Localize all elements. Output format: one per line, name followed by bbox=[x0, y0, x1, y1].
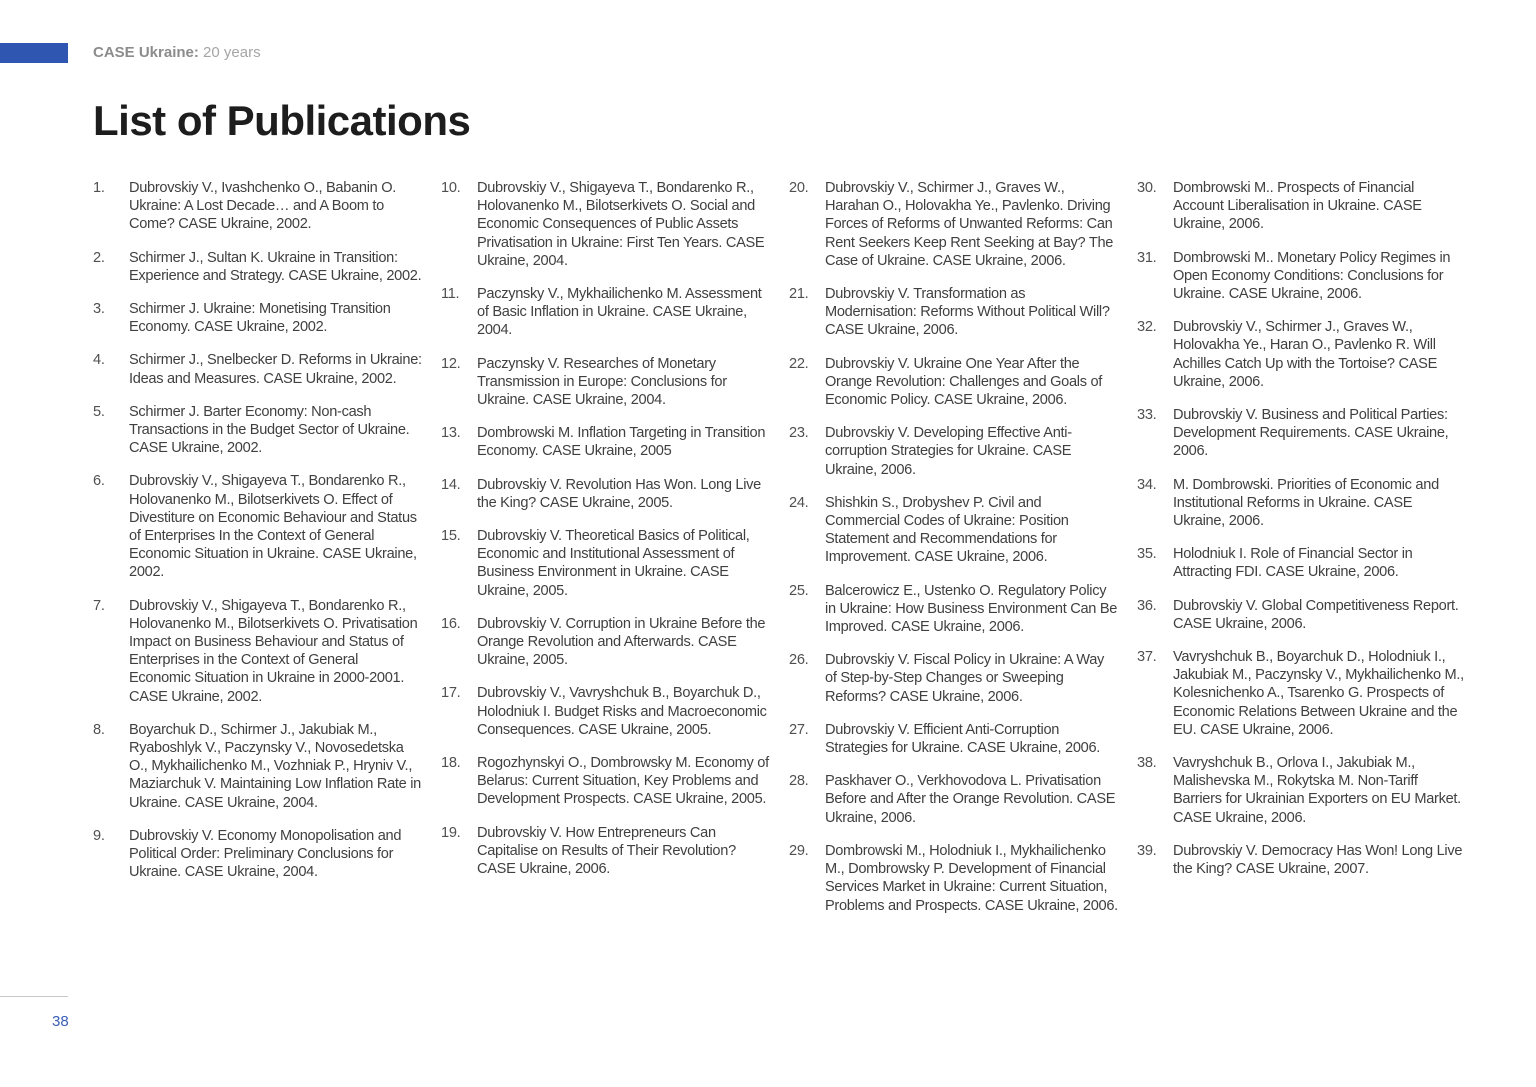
publication-citation: Dubrovskiy V. Democracy Has Won! Long Live the King? CASE Ukraine, 2007. bbox=[1173, 842, 1463, 878]
publication-number: 30. bbox=[1137, 180, 1157, 196]
publication-item bbox=[441, 179, 771, 270]
publication-number: 20. bbox=[789, 180, 809, 196]
publication-number: 3. bbox=[93, 301, 105, 318]
publication-item bbox=[1137, 597, 1467, 633]
publication-citation: Dubrovskiy V. How Entrepreneurs Can Capitalise on Results of Their Revolution? CASE Ukraine, 2006. bbox=[477, 824, 736, 878]
header-subtitle: 20 years bbox=[203, 44, 261, 61]
publication-citation: Dubrovskiy V., Schirmer J., Graves W., Holovakha Ye., Haran O., Pavlenko R. Will Achilles Catch Up with the Tortoise? CASE Ukraine, 2006. bbox=[1173, 319, 1438, 390]
publication-citation: Dombrowski M., Holodniuk I., Mykhailichenko M., Dombrowsky P. Development of Financial Services Market in Ukraine: Current Situation, Problems and Prospects. CASE Ukraine, 2006. bbox=[825, 842, 1118, 914]
footer-divider bbox=[0, 996, 68, 997]
publication-item bbox=[789, 842, 1119, 915]
publication-item bbox=[93, 721, 423, 812]
publication-number: 25. bbox=[789, 582, 809, 599]
publication-item bbox=[93, 472, 423, 581]
publication-item bbox=[1137, 842, 1467, 878]
publication-item bbox=[441, 615, 771, 670]
publication-item bbox=[789, 651, 1119, 706]
publication-item bbox=[441, 754, 771, 809]
publication-citation: Dubrovskiy V. Transformation as Modernisation: Reforms Without Political Will? CASE Ukraine, 2006. bbox=[825, 286, 1110, 339]
publication-citation: Paskhaver O., Verkhovodova L. Privatisation Before and After the Orange Revolution. CASE Ukraine, 2006. bbox=[825, 773, 1116, 826]
page-title: List of Publications bbox=[93, 97, 471, 144]
publication-item bbox=[1137, 406, 1467, 461]
publication-item bbox=[1137, 476, 1467, 531]
publication-citation: Shishkin S., Drobyshev P. Civil and Commercial Codes of Ukraine: Position Statement and Recommendations for Improvement. CASE Ukraine, 2006. bbox=[825, 494, 1069, 566]
publication-number: 1. bbox=[93, 180, 105, 196]
publication-citation: Dubrovskiy V. Theoretical Basics of Political, Economic and Institutional Assessment of Business Environment in Ukraine. CASE Ukraine, 2005. bbox=[477, 528, 750, 599]
publication-number: 6. bbox=[93, 473, 105, 490]
publication-number: 7. bbox=[93, 597, 105, 614]
publication-citation: Vavryshchuk B., Orlova I., Jakubiak M., Malishevska M., Rokytska M. Non-Tariff Barriers for Ukrainian Exporters on EU Market. CASE Ukraine, 2006. bbox=[1173, 755, 1461, 826]
publication-citation: Dubrovskiy V. Corruption in Ukraine Before the Orange Revolution and Afterwards. CASE Ukraine, 2005. bbox=[477, 615, 766, 669]
publication-item bbox=[789, 772, 1119, 827]
publication-number: 10. bbox=[441, 180, 461, 196]
publication-item bbox=[93, 249, 423, 285]
publication-number: 16. bbox=[441, 615, 461, 632]
publication-number: 15. bbox=[441, 528, 461, 545]
publication-citation: Balcerowicz E., Ustenko O. Regulatory Policy in Ukraine: How Business Environment Can Be Improved. CASE Ukraine, 2006. bbox=[825, 582, 1118, 636]
publication-citation: Dubrovskiy V. Revolution Has Won. Long Live the King? CASE Ukraine, 2005. bbox=[477, 476, 761, 511]
publication-number: 38. bbox=[1137, 755, 1157, 772]
publication-citation: Dubrovskiy V., Shigayeva T., Bondarenko R., Holovanenko M., Bilotserkivets O. Social and Economic Consequences of Public Assets Privatisation in Ukraine: First Ten Years. CASE Ukraine, 2004. bbox=[477, 180, 765, 269]
publication-citation: Holodniuk I. Role of Financial Sector in Attracting FDI. CASE Ukraine, 2006. bbox=[1173, 546, 1413, 581]
publication-number: 12. bbox=[441, 355, 461, 372]
publication-number: 22. bbox=[789, 355, 809, 372]
publication-number: 8. bbox=[93, 721, 105, 738]
header-accent-bar bbox=[0, 43, 68, 63]
publication-citation: Rogozhynskyi O., Dombrowsky M. Economy of Belarus: Current Situation, Key Problems and Development Prospects. CASE Ukraine, 2005. bbox=[477, 755, 769, 808]
publications-column-2 bbox=[441, 179, 771, 893]
publication-number: 21. bbox=[789, 286, 809, 303]
publications-column-1 bbox=[93, 179, 423, 897]
publication-citation: Paczynsky V., Mykhailichenko M. Assessment of Basic Inflation in Ukraine. CASE Ukraine, 2004. bbox=[477, 286, 762, 339]
publication-item bbox=[789, 355, 1119, 410]
publication-item bbox=[1137, 648, 1467, 739]
publication-citation: Dubrovskiy V. Global Competitiveness Report. CASE Ukraine, 2006. bbox=[1173, 597, 1459, 632]
publication-item bbox=[789, 424, 1119, 479]
publication-item bbox=[93, 403, 423, 458]
publication-number: 34. bbox=[1137, 476, 1157, 493]
publication-item bbox=[789, 285, 1119, 340]
publication-item bbox=[441, 824, 771, 879]
publication-citation: Dombrowski M.. Monetary Policy Regimes in Open Economy Conditions: Conclusions for Ukraine. CASE Ukraine, 2006. bbox=[1173, 249, 1451, 303]
publication-item bbox=[789, 179, 1119, 270]
publication-item bbox=[1137, 545, 1467, 581]
publication-item bbox=[93, 597, 423, 706]
publication-citation: Dubrovskiy V. Business and Political Parties: Development Requirements. CASE Ukraine, 2006. bbox=[1173, 407, 1449, 460]
publication-citation: Dubrovskiy V. Ukraine One Year After the Orange Revolution: Challenges and Goals of Economic Policy. CASE Ukraine, 2006. bbox=[825, 355, 1103, 409]
publication-citation: Boyarchuk D., Schirmer J., Jakubiak M., Ryaboshlyk V., Paczynsky V., Novosedetska O., Mykhailichenko M., Vozhniak P., Hryniv V., Maziarchuk V. Maintaining Low Inflation Rate in Ukraine. CASE Ukraine, 2004. bbox=[129, 721, 421, 811]
publication-number: 11. bbox=[441, 286, 460, 303]
publication-number: 24. bbox=[789, 494, 809, 511]
publication-number: 39. bbox=[1137, 842, 1157, 859]
publication-item bbox=[789, 494, 1119, 567]
publication-number: 5. bbox=[93, 403, 105, 420]
publication-item bbox=[441, 424, 771, 460]
publication-citation: Dubrovskiy V., Schirmer J., Graves W., Harahan O., Holovakha Ye., Pavlenko. Driving Forces of Reforms of Unwanted Reforms: Can Rent Seekers Keep Rent Seeking at Bay? The Case of Ukraine. CASE Ukraine, 2006. bbox=[825, 180, 1114, 269]
publication-number: 29. bbox=[789, 842, 809, 859]
publication-item bbox=[441, 476, 771, 512]
publication-citation: Schirmer J. Barter Economy: Non-cash Transactions in the Budget Sector of Ukraine. CASE Ukraine, 2002. bbox=[129, 403, 410, 457]
publication-number: 37. bbox=[1137, 649, 1157, 666]
publication-citation: Dubrovskiy V., Shigayeva T., Bondarenko R., Holovanenko M., Bilotserkivets O. Effect of Divestiture on Economic Behaviour and Status of Enterprises In the Context of General Economic Situation in Ukraine. CASE Ukraine, 2002. bbox=[129, 473, 417, 581]
publication-number: 33. bbox=[1137, 407, 1157, 424]
publication-item bbox=[1137, 754, 1467, 827]
publication-item bbox=[789, 721, 1119, 757]
publication-number: 31. bbox=[1137, 249, 1157, 266]
publication-number: 14. bbox=[441, 476, 461, 493]
publication-citation: Dombrowski M. Inflation Targeting in Transition Economy. CASE Ukraine, 2005 bbox=[477, 425, 766, 460]
publication-number: 9. bbox=[93, 827, 105, 844]
publication-number: 26. bbox=[789, 652, 809, 669]
publication-item bbox=[441, 285, 771, 340]
publication-number: 28. bbox=[789, 773, 809, 790]
publication-number: 19. bbox=[441, 824, 461, 841]
publication-number: 23. bbox=[789, 425, 809, 442]
publication-citation: Dubrovskiy V., Shigayeva T., Bondarenko R., Holovanenko M., Bilotserkivets O. Privatisation Impact on Business Behaviour and Status of Enterprises in the Context of General Economic Situation in Ukraine in 2000-2001. CASE Ukraine, 2002. bbox=[129, 597, 418, 705]
publication-number: 13. bbox=[441, 425, 461, 442]
publication-item bbox=[1137, 249, 1467, 304]
publication-citation: Dubrovskiy V. Economy Monopolisation and Political Order: Preliminary Conclusions for Ukraine. CASE Ukraine, 2004. bbox=[129, 827, 402, 881]
publication-item bbox=[93, 179, 423, 234]
publication-citation: Schirmer J. Ukraine: Monetising Transition Economy. CASE Ukraine, 2002. bbox=[129, 301, 391, 336]
running-header bbox=[93, 44, 261, 62]
publication-citation: Dubrovskiy V. Efficient Anti-Corruption Strategies for Ukraine. CASE Ukraine, 2006. bbox=[825, 721, 1101, 757]
publication-citation: Dubrovskiy V., Vavryshchuk B., Boyarchuk D., Holodniuk I. Budget Risks and Macroeconomic Consequences. CASE Ukraine, 2005. bbox=[477, 685, 767, 738]
publication-citation: Schirmer J., Snelbecker D. Reforms in Ukraine: Ideas and Measures. CASE Ukraine, 2002. bbox=[129, 352, 422, 387]
publication-item bbox=[1137, 179, 1467, 234]
publication-citation: Paczynsky V. Researches of Monetary Transmission in Europe: Conclusions for Ukraine. CASE Ukraine, 2004. bbox=[477, 355, 727, 409]
publication-number: 27. bbox=[789, 721, 809, 738]
page-number: 38 bbox=[52, 1013, 69, 1030]
publication-item bbox=[441, 684, 771, 739]
publication-item bbox=[93, 300, 423, 336]
publication-item bbox=[441, 355, 771, 410]
publication-citation: Dubrovskiy V., Ivashchenko O., Babanin O. Ukraine: A Lost Decade… and A Boom to Come? CASE Ukraine, 2002. bbox=[129, 180, 397, 233]
publication-citation: Dubrovskiy V. Fiscal Policy in Ukraine: A Way of Step-by-Step Changes or Sweeping Reforms? CASE Ukraine, 2006. bbox=[825, 652, 1105, 705]
publication-item bbox=[93, 827, 423, 882]
publication-citation: Schirmer J., Sultan K. Ukraine in Transition: Experience and Strategy. CASE Ukraine, 2002. bbox=[129, 249, 422, 284]
publication-citation: Dubrovskiy V. Developing Effective Anti-corruption Strategies for Ukraine. CASE Ukraine, 2006. bbox=[825, 425, 1072, 478]
publication-citation: Dombrowski M.. Prospects of Financial Account Liberalisation in Ukraine. CASE Ukraine, 2006. bbox=[1173, 180, 1422, 233]
publication-number: 17. bbox=[441, 685, 461, 702]
publication-citation: Vavryshchuk B., Boyarchuk D., Holodniuk I., Jakubiak M., Paczynsky V., Mykhailichenko M., Kolesnichenko A., Tsarenko G. Prospects of Economic Relations Between Ukraine and the EU. CASE Ukraine, 2006. bbox=[1173, 649, 1464, 738]
publication-item bbox=[441, 527, 771, 600]
publication-item bbox=[93, 351, 423, 387]
publications-column-3 bbox=[789, 179, 1119, 930]
publication-number: 2. bbox=[93, 249, 105, 266]
publication-item bbox=[789, 582, 1119, 637]
publication-number: 36. bbox=[1137, 597, 1157, 614]
publication-number: 4. bbox=[93, 352, 105, 369]
header-brand: CASE Ukraine: bbox=[93, 44, 199, 61]
publication-number: 18. bbox=[441, 755, 461, 772]
publication-number: 32. bbox=[1137, 319, 1157, 336]
publication-item bbox=[1137, 318, 1467, 391]
publications-column-4 bbox=[1137, 179, 1467, 893]
publication-number: 35. bbox=[1137, 546, 1157, 563]
publication-citation: M. Dombrowski. Priorities of Economic and Institutional Reforms in Ukraine. CASE Ukraine, 2006. bbox=[1173, 476, 1439, 530]
